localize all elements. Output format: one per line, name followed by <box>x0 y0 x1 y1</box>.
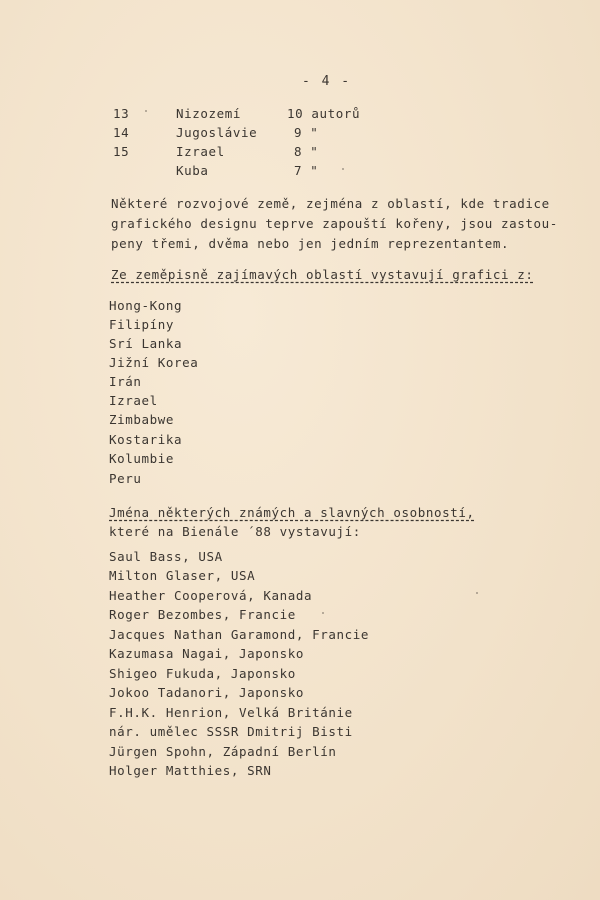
list-item: Kostarika <box>109 432 183 447</box>
list-item: Izrael <box>109 393 158 408</box>
paragraph-line: grafického designu teprve zapouští kořeny, jsou zastou- <box>111 216 558 231</box>
list-item: Milton Glaser, USA <box>109 568 256 583</box>
list-item: Jürgen Spohn, Západní Berlín <box>109 744 337 759</box>
list-item: Zimbabwe <box>109 412 175 427</box>
count-cell: 9 " <box>294 125 319 140</box>
country-cell: Kuba <box>176 163 209 178</box>
country-cell: Jugoslávie <box>176 125 258 140</box>
list-item: Filipíny <box>109 317 175 332</box>
regions-heading: Ze zeměpisně zajímavých oblastí vystavují grafici z: <box>111 267 534 282</box>
rank-cell: 14 <box>113 125 130 140</box>
page-number: - 4 - <box>302 74 352 89</box>
list-item: Hong-Kong <box>109 298 183 313</box>
intro-paragraph <box>111 194 558 254</box>
list-item: Kazumasa Nagai, Japonsko <box>109 646 305 661</box>
country-cell: Izrael <box>176 144 225 159</box>
count-cell: 8 " <box>294 144 319 159</box>
list-item: Saul Bass, USA <box>109 549 223 564</box>
paper-speck <box>476 592 478 594</box>
list-item: Kolumbie <box>109 451 175 466</box>
paragraph-line: Některé rozvojové země, zejména z oblastí, kde tradice <box>111 196 550 211</box>
list-item: Shigeo Fukuda, Japonsko <box>109 666 296 681</box>
paper-speck <box>145 110 147 112</box>
list-item: Jokoo Tadanori, Japonsko <box>109 685 305 700</box>
list-item: Holger Matthies, SRN <box>109 763 272 778</box>
list-item: nár. umělec SSSR Dmitrij Bisti <box>109 724 353 739</box>
country-cell: Nizozemí <box>176 106 242 121</box>
persons-subheading: které na Bienále ´88 vystavují: <box>109 524 361 539</box>
rank-cell: 15 <box>113 144 130 159</box>
rank-cell: 13 <box>113 106 130 121</box>
paper-speck <box>342 168 344 170</box>
list-item: Heather Cooperová, Kanada <box>109 588 313 603</box>
count-cell: 10 autorů <box>287 106 361 121</box>
paragraph-line: peny třemi, dvěma nebo jen jedním reprezentantem. <box>111 236 510 251</box>
list-item: Irán <box>109 374 142 389</box>
persons-heading: Jména některých známých a slavných osobností, <box>109 505 475 520</box>
list-item: F.H.K. Henrion, Velká Británie <box>109 705 353 720</box>
list-item: Srí Lanka <box>109 336 183 351</box>
list-item: Jacques Nathan Garamond, Francie <box>109 627 370 642</box>
count-cell: 7 " <box>294 163 319 178</box>
list-item: Peru <box>109 471 142 486</box>
paper-speck <box>322 612 324 614</box>
list-item: Jižní Korea <box>109 355 199 370</box>
list-item: Roger Bezombes, Francie <box>109 607 296 622</box>
